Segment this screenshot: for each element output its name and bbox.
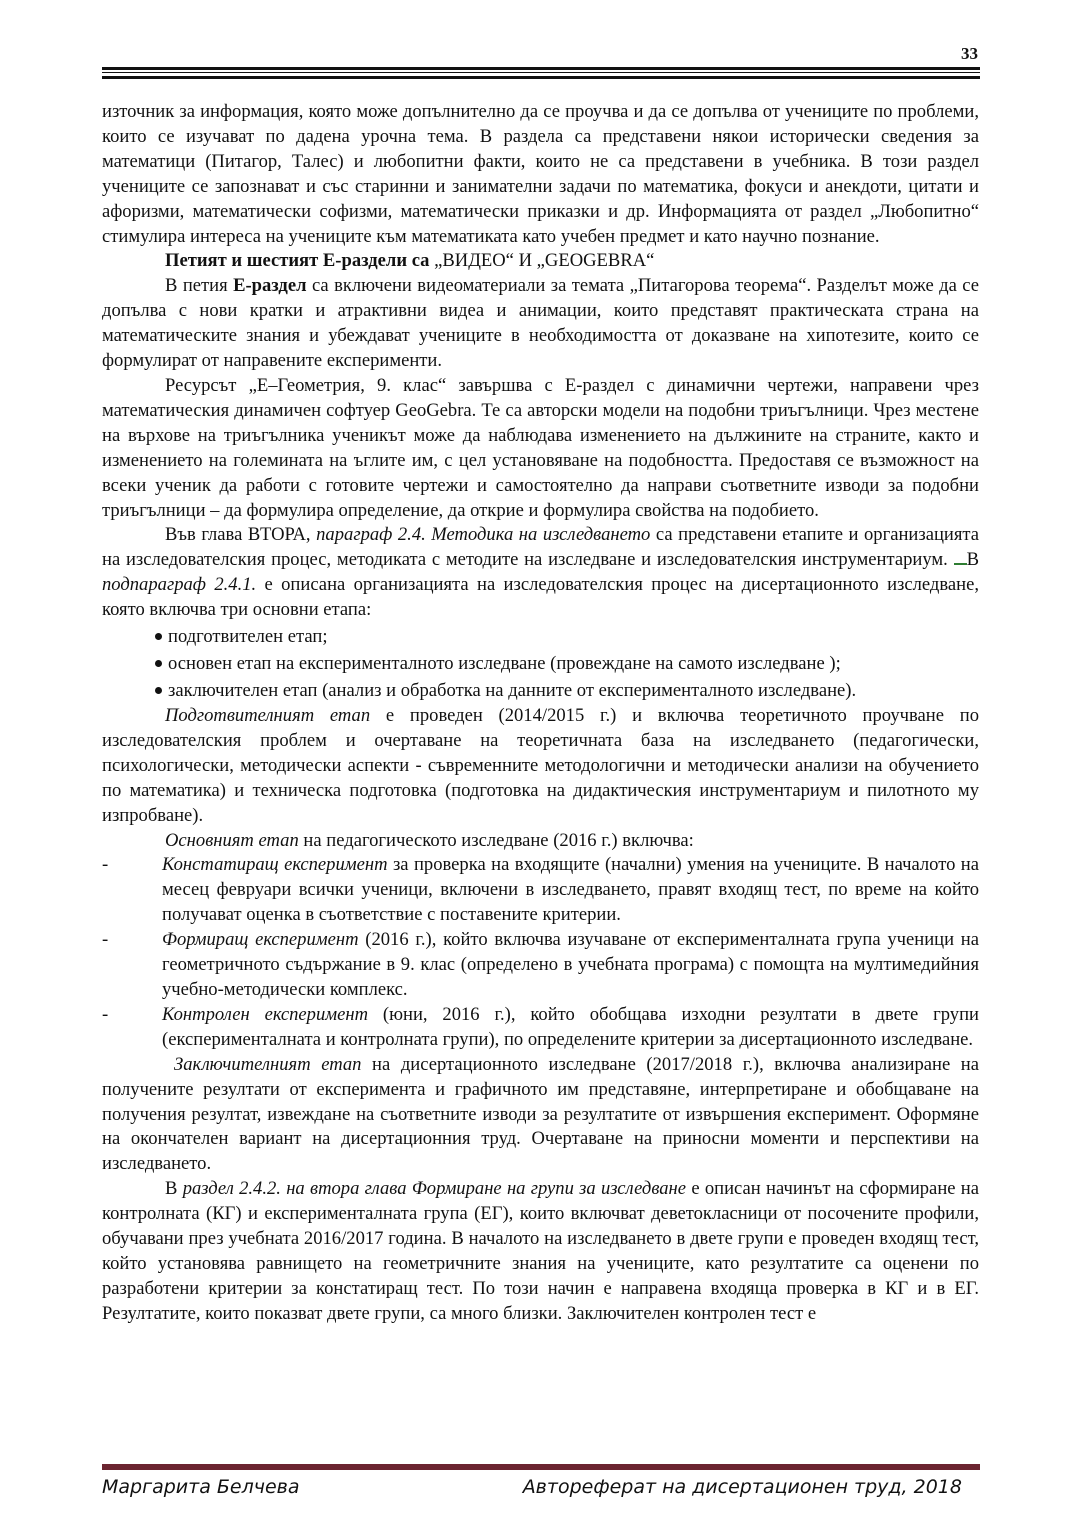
paragraph-group-formation: В раздел 2.4.2. на втора глава Формиране на групи за изследване е описан начинът на сформиране на контролната (КГ) и експерименталната група (ЕГ), които включват деветокласници от посочените профили, обучавани през учебната 2016/2017 година. В началото на изследването в двете групи е проведен входящ тест, който установява равнището на геометричните знания на учениците, като резултатите са оценени по разработени критерии за констатиращ тест. По този начин е направена входяща проверка в КГ и в ЕГ. Резултатите, които показват двете групи, са много близки. Заключителен контролен тест е	[102, 1178, 979, 1324]
paragraph-methodology: Във глава ВТОРА, параграф 2.4. Методика на изследването са представени етапите и организацията на изследователския процес, методиката с методите на изследване и изследователския инструментариум. В подпараграф 2.4.1. е описана организацията на изследователския процес на дисертационното изследване, която включва три основни етапа:	[102, 524, 980, 621]
edit-marker	[954, 549, 967, 565]
footer-work-title: Автореферат на дисертационен труд, 2018	[522, 1476, 962, 1498]
list-item: подготвителен етап;	[152, 623, 979, 650]
paragraph-geogebra: Ресурсът „Е–Геометрия, 9. клас“ завършва с Е-раздел с динамични чертежи, направени чрез математическия динамичен софтуер GeoGebra. Те са авторски модели на подобни триъгълници. Чрез местене на върхове на триъгълника ученикът може да наблюдава изменението на дължините на страните, както и изменението на големината на ъглите им, с цел установяване на подобността. Предоставя се възможност на всеки ученик да работи с готовите чертежи и самостоятелно да направи съответните изводи за подобни триъгълници – да формулира определение, да открие и формулира свойства на подобието.	[102, 374, 979, 521]
header-rule	[102, 67, 980, 70]
paragraph-final-stage: Заключителният етап на дисертационното изследване (2017/2018 г.), включва анализиране на получените резултати от експеримента и графичното им представяне, интерпретиране и обобщаване на получения резултат, извеждане на съответните изводи за резултатите от извършения експеримент. Оформяне на окончателен вариант на дисертационния труд. Очертаване на приносни моменти и перспективи на изследването.	[102, 1053, 979, 1175]
footer-rule	[102, 1464, 980, 1470]
list-item: заключителен етап (анализ и обработка на данните от експерименталното изследване).	[152, 677, 979, 704]
experiment-item: - Формиращ експеримент (2016 г.), който включва изучаване от експерименталната група ученици на геометричното съдържание в 9. клас (определено в учебната програма) с помощта на мултимедийния учебно-методически комплекс.	[102, 929, 979, 1000]
paragraph-video: В петия Е-раздел са включени видеоматериали за темата „Питагорова теорема“. Разделът може да се допълва с нови кратки и атрактивни видеа и анимации, които представят практическата страна на математическите знания и убеждават учениците в необходимостта от доказване на хипотезите, които се формулират от направените експерименти.	[102, 275, 979, 372]
header-rule	[102, 72, 980, 73]
footer-author: Маргарита Белчева	[102, 1476, 300, 1498]
stages-list	[102, 623, 979, 704]
page-number: 33	[961, 44, 978, 63]
list-item: основен етап на експерименталното изследване (провеждане на самото изследване );	[152, 650, 979, 677]
experiment-item: - Констатиращ експеримент за проверка на входящите (начални) умения на учениците. В началото на месец февруари всички ученици, включени в изследването, правят входящ тест, по време на който получават оценка в съответствие с поставените критерии.	[102, 854, 980, 926]
section-heading-e-sections: Петият и шестият Е-раздели са „ВИДЕО“ И „GEOGEBRA“	[165, 250, 655, 272]
page-body	[102, 100, 979, 1327]
experiment-item: - Контролен експеримент (юни, 2016 г.), който обобщава изходни резултати в двете групи (експерименталната и контролната групи), по определените критерии за дисертационното изследване.	[102, 1003, 979, 1050]
header-rule	[102, 76, 980, 79]
paragraph-continuation: източник за информация, която може допълнително да се проучва и да се допълва от учениците по проблеми, които се изучават по дадена урочна тема. В раздела са представени някои исторически сведения за математици (Питагор, Талес) и любопитни факти, които не са представени в учебника. В този раздел учениците се запознават и със старинни и занимателни задачи по математика, фокуси и анекдоти, цитати и афоризми, математически софизми, математически приказки и др. Информацията от раздел „Любопитно“ стимулира интереса на учениците към математиката като учебен предмет и като научно познание.	[102, 101, 979, 247]
paragraph-preparatory-stage: Подготвителният етап е проведен (2014/2015 г.) и включва теоретичното проучване по изследователския проблем и очертаване на теоретичната база на изследването (педагогически, психологически, методически аспекти - съвременните методологични и методически анализи на обучението по математика) и техническа подготовка (подготовка на дидактическия инструментариум и пилотното му изпробване).	[102, 705, 979, 826]
paragraph-main-stage: Основният етап на педагогическото изследване (2016 г.) включва:	[165, 829, 694, 851]
